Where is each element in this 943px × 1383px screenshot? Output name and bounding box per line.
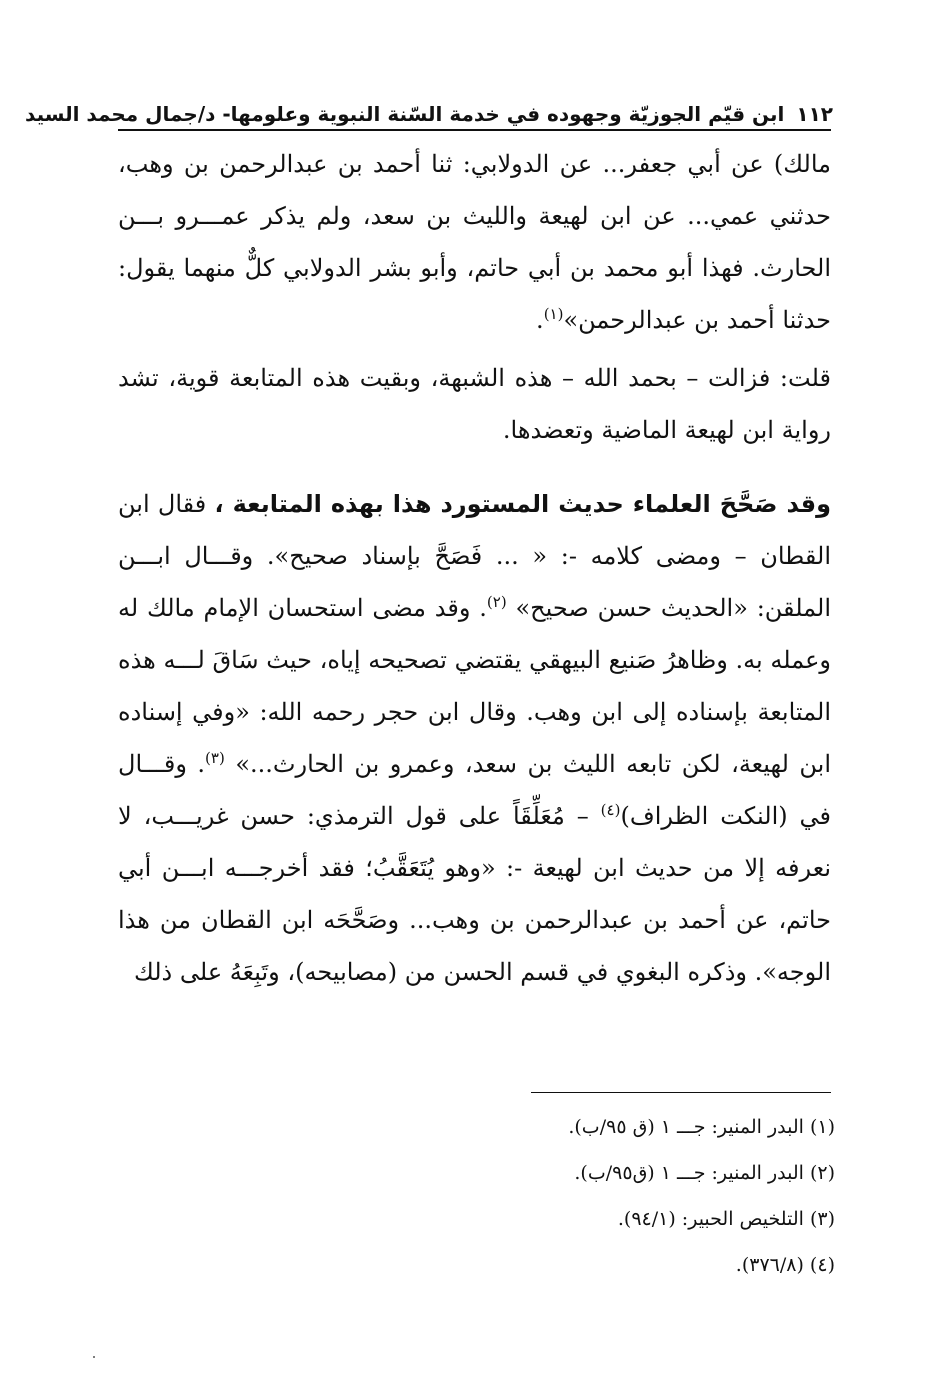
footnote-3: (٣) التلخيص الحبير: (٩٤/١). xyxy=(617,1208,835,1230)
footnote-ref-2: (٢) xyxy=(486,593,507,611)
body-text xyxy=(118,138,831,998)
paragraph-3-part-1: فقال ابن القطان – ومضى كلامه -: « ... فَصَحَّ بإسناد صحيح». وقـــال ابـــن الملقن: «الحديث حسن صحيح» xyxy=(118,490,831,622)
paragraph-3-part-3: . وقـــال في (النكت الظراف) xyxy=(118,750,832,830)
footnote-rule xyxy=(531,1092,831,1093)
running-title: ابن قيّم الجوزيّة وجهوده في خدمة السّنة النبوية وعلومها- د/جمال محمد السيد xyxy=(25,102,785,126)
paragraph-3-part-2: . وقد مضى استحسان الإمام مالك له وعمله به. وظاهرُ صَنيع البيهقي يقتضي تصحيحه إياه، حيث سَاقَ لـــه هذه المتابعة بإسناده إلى ابن وهب. وقال ابن حجر رحمه الله: «وفي إسناده ابن لهيعة، لكن تابعه الليث بن سعد، وعمرو بن الحارث...» xyxy=(118,594,831,778)
footnote-4: (٤) (٣٧٦/٨). xyxy=(735,1254,835,1276)
paragraph-3-lead: وقد صَحَّحَ العلماء حديث المستورد هذا بهذه المتابعة ، xyxy=(214,490,831,518)
page-number: ١١٢ xyxy=(796,102,833,126)
paragraph-1-text: مالك) عن أبي جعفر... عن الدولابي: ثنا أحمد بن عبدالرحمن بن وهب، حدثني عمي... عن ابن لهيعة والليث بن سعد، ولم يذكر عمـــرو بـــن الحارث. فهذا أبو محمد بن أبي حاتم، وأبو بشر الدولابي كلٌّ منهما يقول: حدثنا أحمد بن عبدالرحمن» xyxy=(118,150,832,334)
footnote-1: (١) البدر المنير: جـــ ١ (ق ٩٥/ب). xyxy=(568,1116,835,1138)
paragraph-3-part-4: – مُعَلِّقَاً على قول الترمذي: حسن غريـــب، لا نعرفه إلا من حديث ابن لهيعة -: «وهو يُتَعَقَّبُ؛ فقد أخرجـــه ابـــن أبي حاتم، عن أحمد بن عبدالرحمن بن وهب... وصَحَّحَه ابن القطان من هذا الوجه». وذكره البغوي في قسم الحسن من (مصابيحه)، وتَبِعَهُ على ذلك xyxy=(118,802,831,986)
paragraph-3 xyxy=(118,478,831,998)
running-header xyxy=(25,92,833,126)
footnote-ref-3: (٣) xyxy=(205,749,225,767)
paragraph-1 xyxy=(118,138,831,346)
footnote-ref-1: (١) xyxy=(543,305,564,323)
paragraph-2-text: قلت: فزالت – بحمد الله – هذه الشبهة، وبقيت هذه المتابعة قوية، تشد رواية ابن لهيعة الماضية وتعضدها. xyxy=(118,364,831,444)
paragraph-2 xyxy=(118,352,831,456)
footnotes xyxy=(118,1104,835,1288)
footnote-ref-4: (٤) xyxy=(600,801,621,819)
scan-speck xyxy=(93,1356,95,1358)
header-rule xyxy=(118,129,831,131)
paragraph-1-tail: . xyxy=(536,306,544,334)
footnote-2: (٢) البدر المنير: جـــ ١ (ق٩٥/ب). xyxy=(574,1162,835,1184)
